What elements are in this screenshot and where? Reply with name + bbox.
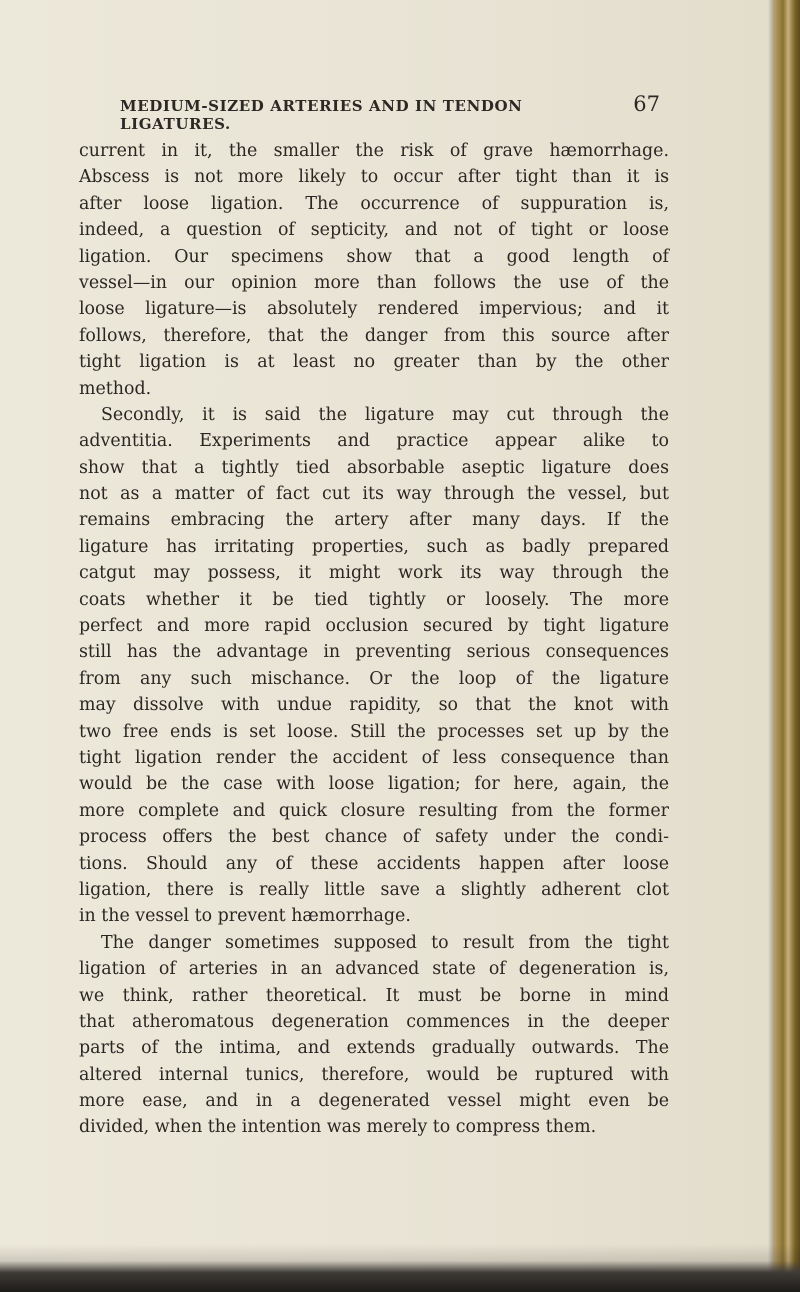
text-line: perfect and more rapid occlusion secured by tight ligature [79,616,669,637]
text-line: may dissolve with undue rapidity, so that the knot with [79,695,669,716]
text-line: current in it, the smaller the risk of grave hæmorrhage. [79,141,669,161]
paragraph-start-line: Secondly, it is said the ligature may cut through the [101,404,669,425]
text-line: ligation. Our specimens show that a good length of [79,246,669,267]
text-line: ligation, there is really little save a slightly adherent clot [79,879,669,900]
text-line: catgut may possess, it might work its way through the [79,563,669,584]
page-number: 67 [633,92,660,116]
text-line: parts of the intima, and extends gradually outwards. The [79,1038,669,1059]
text-line: divided, when the intention was merely to compress them. [79,1117,597,1138]
text-line: two free ends is set loose. Still the processes set up by the [79,721,669,742]
text-line: adventitia. Experiments and practice appear alike to [79,431,669,452]
text-line: show that a tightly tied absorbable aseptic ligature does [79,457,669,478]
text-line: follows, therefore, that the danger from this source after [79,325,669,346]
text-line: that atheromatous degeneration commences in the deeper [79,1011,669,1032]
text-line: ligation of arteries in an advanced state of degeneration is, [79,959,669,980]
text-line: would be the case with loose ligation; for here, again, the [79,774,669,795]
text-line: coats whether it be tied tightly or loosely. The more [79,589,669,610]
body-text [79,138,669,1141]
text-line: process offers the best chance of safety under the condi- [79,827,669,848]
running-title: MEDIUM-SIZED ARTERIES AND IN TENDON LIGATURES. [120,97,523,133]
text-line: altered internal tunics, therefore, would be ruptured with [79,1064,669,1085]
text-line: after loose ligation. The occurrence of suppuration is, [79,193,669,214]
text-line: still has the advantage in preventing serious consequences [79,642,669,663]
text-line: ligature has irritating properties, such as badly prepared [79,536,669,557]
page-bottom-edge [0,1244,800,1292]
text-line: not as a matter of fact cut its way through the vessel, but [79,484,669,505]
text-line: vessel—in our opinion more than follows the use of the [79,272,669,293]
running-head [120,92,660,133]
text-line: Abscess is not more likely to occur after tight than it is [79,167,669,188]
text-line: remains embracing the artery after many days. If the [79,510,669,531]
text-line: more ease, and in a degenerated vessel might even be [79,1091,669,1112]
book-spine-edge [774,0,800,1292]
text-line: more complete and quick closure resulting from the former [79,800,669,821]
text-line: tight ligation is at least no greater than by the other [79,352,669,373]
text-line: indeed, a question of septicity, and not of tight or loose [79,220,669,241]
text-line: loose ligature—is absolutely rendered impervious; and it [79,299,669,320]
paragraph-start-line: The danger sometimes supposed to result from the tight [101,932,669,953]
text-line: we think, rather theoretical. It must be borne in mind [79,985,669,1006]
text-line: method. [79,378,152,399]
text-line: from any such mischance. Or the loop of the ligature [79,668,669,689]
text-line: in the vessel to prevent hæmorrhage. [79,906,411,927]
text-line: tight ligation render the accident of less consequence than [79,747,669,768]
text-line: tions. Should any of these accidents happen after loose [79,853,669,874]
